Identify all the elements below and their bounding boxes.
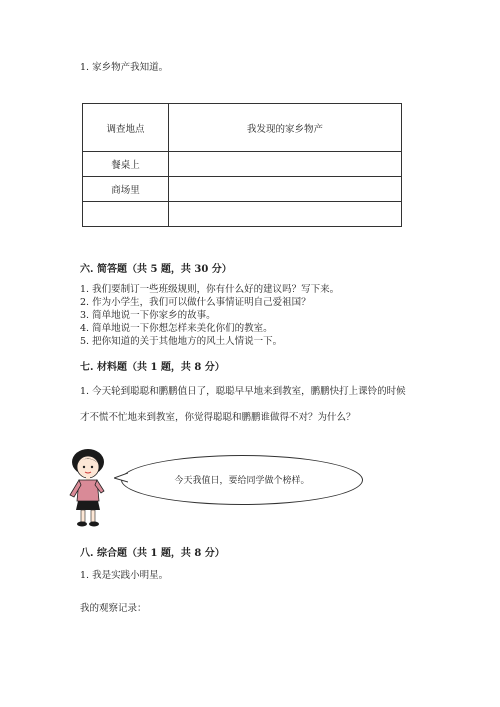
row-answer-cell	[169, 177, 402, 202]
section6-question-4: 4. 简单地说一下你想怎样来美化你们的教室。	[80, 323, 273, 334]
section6-question-1: 1. 我们要制订一些班级规则，你有什么好的建议吗？写下来。	[80, 284, 340, 295]
speech-bubble	[121, 455, 363, 505]
header-location: 调查地点	[83, 104, 169, 152]
student-cartoon-icon	[62, 445, 134, 530]
survey-table	[82, 103, 402, 227]
row-answer-cell	[169, 202, 402, 227]
passage-line-2: 才不慌不忙地来到教室，你觉得聪聪和鹏鹏谁做得不对？为什么？	[80, 412, 356, 423]
speech-bubble-tail	[114, 472, 128, 484]
section7-heading: 七. 材料题（共 1 题，共 8 分）	[80, 362, 225, 373]
table-row	[83, 152, 402, 177]
row-location-cell	[83, 202, 169, 227]
section8-heading: 八. 综合题（共 1 题，共 8 分）	[80, 548, 225, 559]
section6-heading: 六. 简答题（共 5 题，共 30 分）	[80, 264, 232, 275]
section8-question: 1. 我是实践小明星。	[80, 570, 169, 581]
table-row	[83, 202, 402, 227]
row-location-cell: 商场里	[83, 177, 169, 202]
section6-question-5: 5. 把你知道的关于其他地方的风土人情说一下。	[80, 336, 283, 347]
question-intro: 1. 家乡物产我知道。	[80, 62, 169, 73]
section6-question-3: 3. 简单地说一下你家乡的故事。	[80, 310, 216, 321]
header-products: 我发现的家乡物产	[169, 104, 402, 152]
row-answer-cell	[169, 152, 402, 177]
passage-line-1: 1. 今天轮到聪聪和鹏鹏值日了，聪聪早早地来到教室，鹏鹏快打上课铃的时候	[80, 386, 406, 397]
speech-bubble-text: 今天我值日，要给同学做个榜样。	[174, 476, 310, 486]
section6-question-2: 2. 作为小学生，我们可以做什么事情证明自己爱祖国？	[80, 297, 311, 308]
row-location-cell: 餐桌上	[83, 152, 169, 177]
observation-record-label: 我的观察记录：	[80, 603, 147, 614]
table-header-row	[83, 104, 402, 152]
table-row	[83, 177, 402, 202]
